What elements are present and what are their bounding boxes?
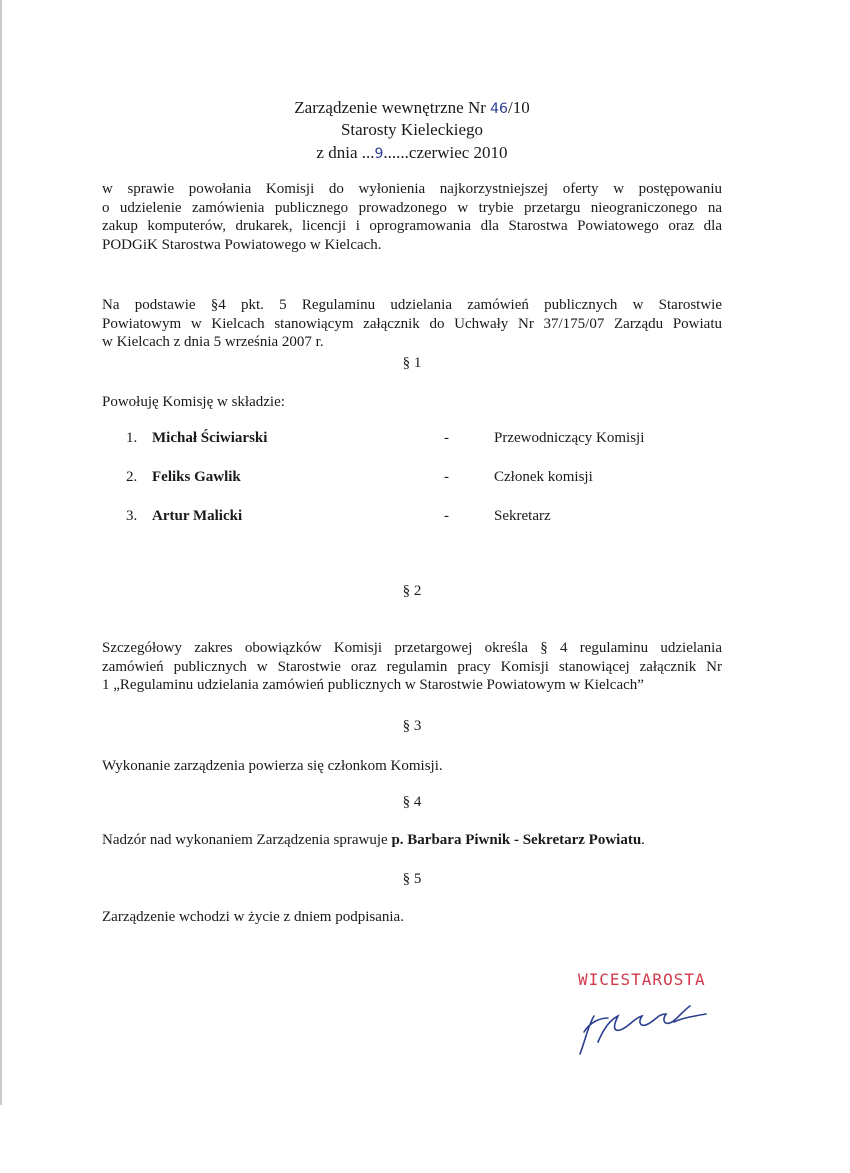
section-2-line: zamówień publicznych w Starostwie oraz regulamin pracy Komisji stanowiącej załącznik Nr <box>102 658 722 675</box>
subject-paragraph <box>102 180 722 254</box>
section-1-mark: § 1 <box>402 355 422 371</box>
scan-edge <box>0 0 2 1105</box>
handwritten-day: 9 <box>374 146 384 162</box>
subject-line: zakup komputerów, drukarek, licencji i oprogramowania dla Starostwa Powiatowego oraz dla <box>102 218 722 234</box>
subject-line: w sprawie powołania Komisji do wyłonienia najkorzystniejszej oferty w postępowaniu <box>102 181 722 197</box>
section-4-mark: § 4 <box>402 794 422 810</box>
section-5-mark: § 5 <box>402 871 422 887</box>
subject-line: PODGiK Starostwa Powiatowego w Kielcach. <box>102 236 382 253</box>
member-name: Artur Malicki <box>152 508 243 524</box>
section-4-text: Nadzór nad wykonaniem Zarządzenia sprawuje p. Barbara Piwnik - Sekretarz Powiatu. <box>102 832 645 848</box>
committee-member: 3. Artur Malicki - Sekretarz <box>126 508 551 524</box>
basis-line: w Kielcach z dnia 5 września 2007 r. <box>102 334 324 350</box>
section-3-text: Wykonanie zarządzenia powierza się członkom Komisji. <box>102 758 443 774</box>
document-issuer: Starosty Kieleckiego <box>340 120 484 139</box>
handwritten-signature <box>574 992 714 1062</box>
basis-line: Powiatowym w Kielcach stanowiącym załącznik do Uchwały Nr 37/175/07 Zarządu Powiatu <box>102 315 722 332</box>
section-2-line: 1 „Regulaminu udzielania zamówień publicznych w Starostwie Powiatowym w Kielcach” <box>102 677 644 693</box>
section-2-paragraph <box>102 639 722 695</box>
member-name: Feliks Gawlik <box>152 469 241 485</box>
member-name: Michał Ściwiarski <box>152 430 268 446</box>
supervisor-name: p. Barbara Piwnik - Sekretarz Powiatu <box>391 832 642 848</box>
member-role: Członek komisji <box>494 469 593 485</box>
section-2-line: Szczegółowy zakres obowiązków Komisji przetargowej określa § 4 regulaminu udzielania <box>102 640 722 656</box>
official-stamp-title: WICESTAROSTA <box>578 970 706 989</box>
section-3-mark: § 3 <box>402 718 422 734</box>
member-role: Przewodniczący Komisji <box>494 430 645 446</box>
document-title: Zarządzenie wewnętrzne Nr 46/10 <box>294 98 530 117</box>
committee-member: 1. Michał Ściwiarski - Przewodniczący Komisji <box>126 430 645 446</box>
member-role: Sekretarz <box>494 508 551 524</box>
document-date: z dnia ...9......czerwiec 2010 <box>316 143 508 162</box>
basis-line: Na podstawie §4 pkt. 5 Regulaminu udzielania zamówień publicznych w Starostwie <box>102 297 722 313</box>
subject-line: o udzielenie zamówienia publicznego prowadzonego w trybie przetargu nieograniczonego na <box>102 199 722 216</box>
legal-basis-paragraph <box>102 296 722 352</box>
committee-member: 2. Feliks Gawlik - Członek komisji <box>126 469 593 485</box>
section-5-text: Zarządzenie wchodzi w życie z dniem podpisania. <box>102 909 404 925</box>
committee-intro: Powołuję Komisję w składzie: <box>102 394 285 410</box>
section-2-mark: § 2 <box>402 583 422 599</box>
handwritten-number: 46 <box>490 101 508 117</box>
